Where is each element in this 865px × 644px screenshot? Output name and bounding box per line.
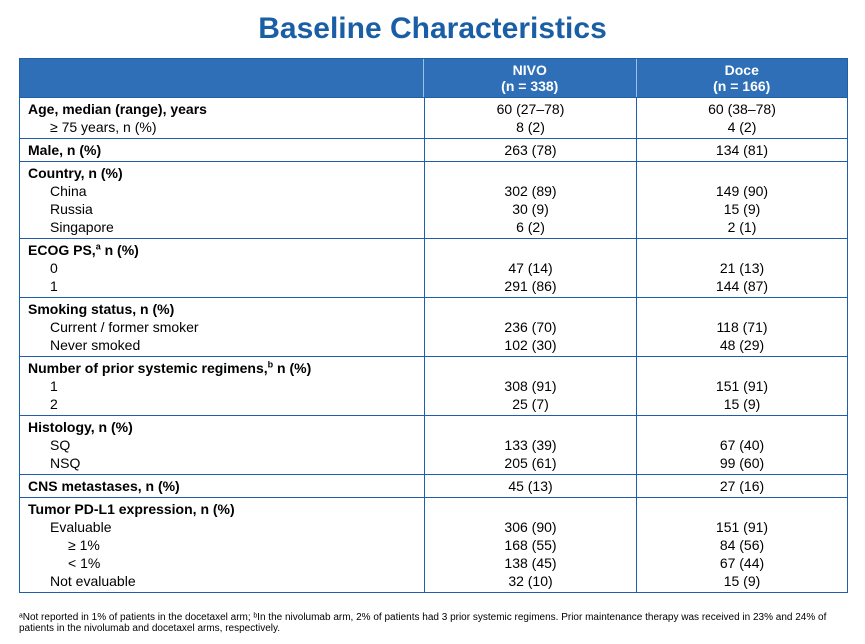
nivo-value: 138 (45)	[504, 555, 557, 571]
nivo-value: 302 (89)	[504, 183, 557, 199]
row-label-text: Current / former smoker	[50, 319, 199, 335]
row-label-text: Evaluable	[50, 519, 112, 535]
doce-cell	[636, 357, 847, 415]
header-doce	[636, 59, 847, 97]
nivo-value	[425, 164, 636, 182]
nivo-cell	[424, 498, 636, 592]
header-nivo	[423, 59, 635, 97]
row-label-text: Male, n (%)	[28, 142, 102, 158]
row-heading	[28, 164, 424, 182]
footnote: ᵃNot reported in 1% of patients in the docetaxel arm; ᵇIn the nivolumab arm, 2% of patients had 3 prior systemic regimens. Prior maintenance therapy was received in 23% and 24% of patients in the nivolumab and docetaxel arms, respectively.	[19, 612, 827, 634]
row-label-text: Russia	[50, 201, 93, 217]
label-cell	[20, 239, 424, 297]
nivo-cell	[424, 475, 636, 497]
nivo-cell	[424, 298, 636, 356]
nivo-value: 32 (10)	[508, 573, 553, 589]
table-row-group	[20, 98, 847, 138]
row-heading	[28, 418, 424, 436]
label-cell	[20, 298, 424, 356]
nivo-value	[425, 359, 636, 377]
doce-value	[637, 418, 847, 436]
label-cell	[20, 475, 424, 497]
page-title: Baseline Characteristics	[258, 12, 607, 45]
nivo-value: 205 (61)	[504, 455, 557, 471]
label-cell	[20, 416, 424, 474]
nivo-value: 25 (7)	[512, 396, 549, 412]
nivo-cell	[424, 239, 636, 297]
header-blank-cell	[20, 59, 423, 97]
nivo-value: 306 (90)	[504, 519, 557, 535]
doce-value: 99 (60)	[719, 455, 765, 471]
label-cell	[20, 162, 424, 238]
row-label-text: China	[50, 183, 87, 199]
doce-value	[637, 241, 847, 259]
table-body	[20, 98, 847, 592]
doce-cell	[636, 416, 847, 474]
row-heading	[28, 300, 424, 318]
doce-value	[637, 500, 847, 518]
nivo-value: 308 (91)	[504, 378, 557, 394]
label-cell	[20, 98, 424, 138]
doce-value: 4 (2)	[727, 119, 757, 135]
row-label	[28, 554, 424, 572]
nivo-value: 60 (27–78)	[496, 101, 565, 117]
doce-value: 27 (16)	[719, 478, 765, 494]
nivo-value: 47 (14)	[508, 260, 553, 276]
nivo-value	[425, 241, 636, 259]
doce-value	[637, 300, 847, 318]
doce-value: 149 (90)	[715, 183, 769, 199]
row-heading	[28, 241, 424, 259]
row-label-suffix: n (%)	[273, 360, 312, 376]
table-row-group	[20, 415, 847, 474]
row-label	[28, 277, 424, 295]
row-heading	[28, 477, 424, 495]
row-label-text: Singapore	[50, 219, 114, 235]
row-label	[28, 200, 424, 218]
doce-cell	[636, 298, 847, 356]
doce-value: 15 (9)	[723, 573, 761, 589]
nivo-value: 102 (30)	[504, 337, 557, 353]
footnote-marker: b	[267, 359, 274, 370]
doce-value: 67 (40)	[719, 437, 765, 453]
row-label	[28, 536, 424, 554]
row-label-text: CNS metastases, n (%)	[28, 478, 180, 494]
row-label-text: Histology, n (%)	[28, 419, 133, 435]
nivo-cell	[424, 357, 636, 415]
row-label-text: Age, median (range), years	[28, 101, 207, 117]
doce-cell	[636, 139, 847, 161]
baseline-table	[19, 58, 848, 593]
label-cell	[20, 357, 424, 415]
row-label	[28, 395, 424, 413]
doce-value	[637, 164, 847, 182]
row-label-text: 1	[50, 278, 58, 294]
row-label	[28, 336, 424, 354]
doce-value: 134 (81)	[715, 142, 769, 158]
row-heading	[28, 141, 424, 159]
row-label-text: 0	[50, 260, 58, 276]
nivo-value	[425, 500, 636, 518]
doce-value: 144 (87)	[715, 278, 769, 294]
row-label-text: NSQ	[50, 455, 81, 471]
doce-value: 151 (91)	[715, 519, 769, 535]
nivo-cell	[424, 98, 636, 138]
row-label	[28, 572, 424, 590]
nivo-value: 133 (39)	[504, 437, 557, 453]
row-label	[28, 436, 424, 454]
doce-cell	[636, 475, 847, 497]
doce-value: 60 (38–78)	[708, 101, 776, 117]
row-label-text: Smoking status, n (%)	[28, 301, 175, 317]
row-heading	[28, 500, 424, 518]
doce-value: 21 (13)	[719, 260, 765, 276]
row-label	[28, 518, 424, 536]
row-label	[28, 182, 424, 200]
row-label-text: Never smoked	[50, 337, 141, 353]
nivo-value: 291 (86)	[504, 278, 557, 294]
row-label	[28, 218, 424, 236]
row-label-text: SQ	[50, 437, 71, 453]
row-label-text: ≥ 1%	[68, 537, 100, 553]
row-label-text: 2	[50, 396, 58, 412]
table-row-group	[20, 297, 847, 356]
doce-value	[637, 359, 847, 377]
nivo-value: 45 (13)	[508, 478, 553, 494]
nivo-cell	[424, 162, 636, 238]
row-label	[28, 259, 424, 277]
nivo-cell	[424, 416, 636, 474]
row-label-text: Not evaluable	[50, 573, 136, 589]
table-row-group	[20, 161, 847, 238]
doce-value: 2 (1)	[727, 219, 757, 235]
doce-cell	[636, 162, 847, 238]
doce-value: 15 (9)	[723, 396, 761, 412]
doce-value: 15 (9)	[723, 201, 761, 217]
table-row-group	[20, 474, 847, 497]
doce-value: 48 (29)	[719, 337, 765, 353]
label-cell	[20, 139, 424, 161]
row-label-text: < 1%	[68, 555, 101, 571]
row-heading	[28, 100, 424, 118]
row-label-text: Number of prior systemic regimens,	[28, 360, 268, 376]
row-label	[28, 377, 424, 395]
table-row-group	[20, 238, 847, 297]
table-row-group	[20, 356, 847, 415]
header-doce-n: (n = 166)	[713, 78, 771, 94]
doce-value: 118 (71)	[716, 319, 768, 335]
label-cell	[20, 498, 424, 592]
doce-value: 151 (91)	[715, 378, 769, 394]
doce-cell	[636, 498, 847, 592]
header-nivo-n: (n = 338)	[501, 78, 559, 94]
row-label-text: Tumor PD-L1 expression, n (%)	[28, 501, 235, 517]
footnote-marker: a	[95, 241, 101, 252]
doce-value: 84 (56)	[719, 537, 765, 553]
nivo-cell	[424, 139, 636, 161]
doce-cell	[636, 239, 847, 297]
row-label	[28, 318, 424, 336]
nivo-value: 6 (2)	[516, 219, 545, 235]
nivo-value	[425, 418, 636, 436]
nivo-value: 168 (55)	[504, 537, 557, 553]
nivo-value: 30 (9)	[512, 201, 549, 217]
table-row-group	[20, 497, 847, 592]
row-label-suffix: n (%)	[100, 242, 139, 258]
row-label-text: ECOG PS,	[28, 242, 96, 258]
row-label-text: ≥ 75 years, n (%)	[50, 119, 157, 135]
table-row-group	[20, 138, 847, 161]
header-doce-name: Doce	[724, 62, 759, 78]
row-label	[28, 118, 424, 136]
nivo-value: 236 (70)	[504, 319, 557, 335]
nivo-value	[425, 300, 636, 318]
table-header	[20, 59, 847, 98]
nivo-value: 263 (78)	[504, 142, 557, 158]
row-heading	[28, 359, 424, 377]
row-label-text: 1	[50, 378, 58, 394]
row-label	[28, 454, 424, 472]
doce-value: 67 (44)	[719, 555, 765, 571]
row-label-text: Country, n (%)	[28, 165, 123, 181]
doce-cell	[636, 98, 847, 138]
header-nivo-name: NIVO	[512, 62, 547, 78]
nivo-value: 8 (2)	[516, 119, 545, 135]
